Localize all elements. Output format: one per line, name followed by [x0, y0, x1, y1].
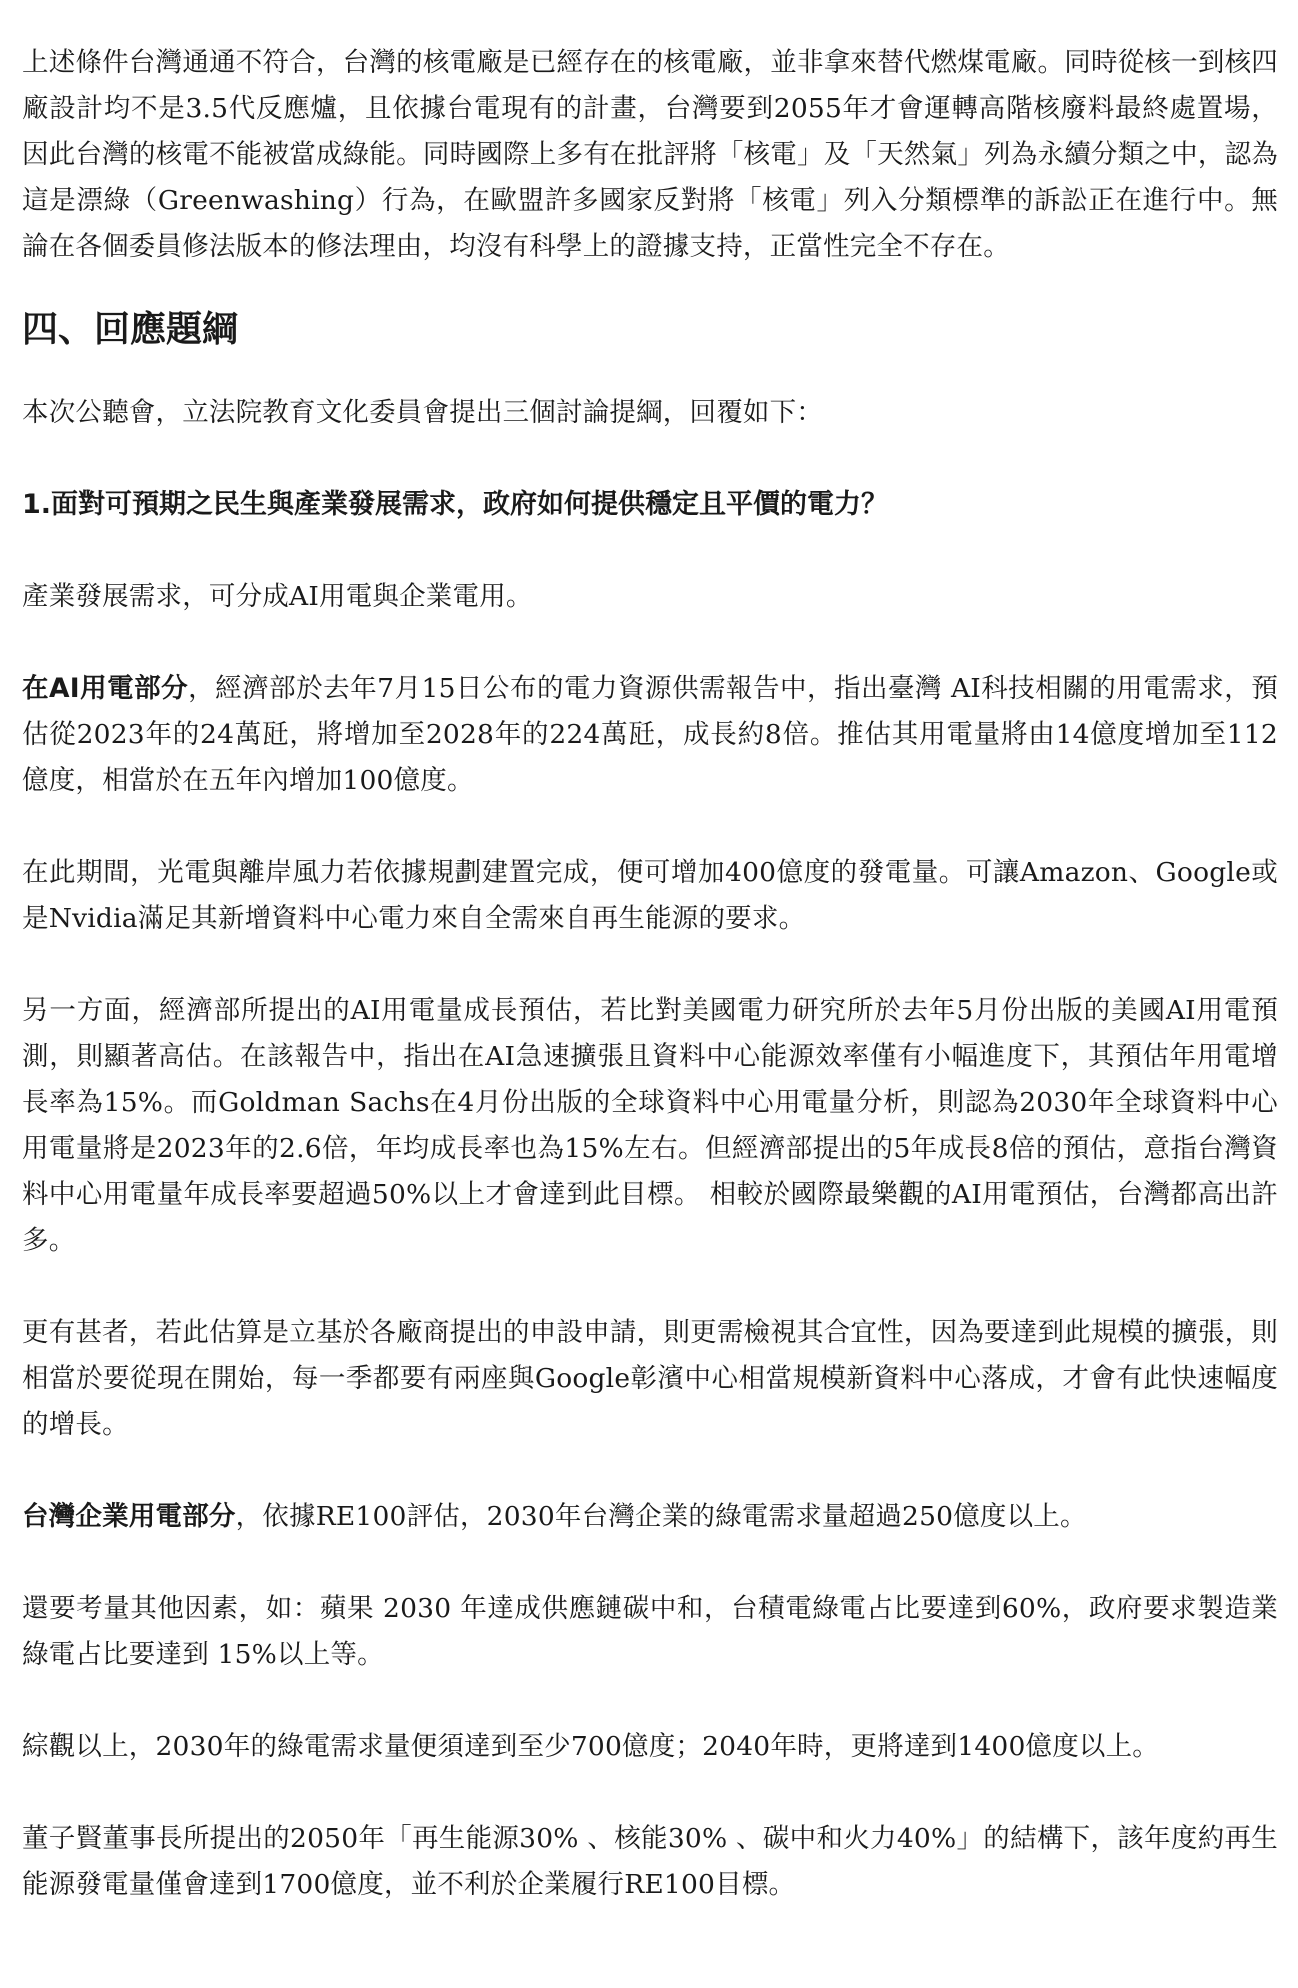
ai-power-lead: 在AI用電部分	[22, 673, 189, 704]
enterprise-power-paragraph	[22, 1494, 1278, 1540]
enterprise-power-text: ，依據RE100評估，2030年台灣企業的綠電需求量超過250億度以上。	[235, 1501, 1087, 1532]
energy-structure-paragraph: 董子賢董事長所提出的2050年「再生能源30% 、核能30% 、碳中和火力40%」的結構下，該年度約再生能源發電量僅會達到1700億度，並不利於企業履行RE100目標。	[22, 1823, 1278, 1900]
document-page	[22, 40, 1278, 1908]
enterprise-power-lead: 台灣企業用電部分	[22, 1501, 236, 1532]
ai-power-paragraph	[22, 666, 1278, 804]
demand-split-paragraph: 產業發展需求，可分成AI用電與企業電用。	[22, 581, 533, 612]
ai-power-text: ，經濟部於去年7月15日公布的電力資源供需報告中，指出臺灣 AI科技相關的用電需求，預估從2023年的24萬瓩，將增加至2028年的224萬瓩，成長約8倍。推估其用電量將由14億度增加至112億度，相當於在五年內增加100億度。	[22, 673, 1278, 796]
summary-paragraph: 綜觀以上，2030年的綠電需求量便須達到至少700億度；2040年時，更將達到1400億度以上。	[22, 1731, 1160, 1762]
hearing-intro-paragraph: 本次公聽會，立法院教育文化委員會提出三個討論提綱，回覆如下：	[22, 397, 823, 428]
solar-wind-paragraph: 在此期間，光電與離岸風力若依據規劃建置完成，便可增加400億度的發電量。可讓Amazon、Google或是Nvidia滿足其新增資料中心電力來自全需來自再生能源的要求。	[22, 857, 1278, 934]
question-1-heading: 1.面對可預期之民生與產業發展需求，政府如何提供穩定且平價的電力？	[22, 489, 889, 520]
expansion-paragraph: 更有甚者，若此估算是立基於各廠商提出的申設申請，則更需檢視其合宜性，因為要達到此規模的擴張，則相當於要從現在開始，每一季都要有兩座與Google彰濱中心相當規模新資料中心落成，才會有此快速幅度的增長。	[22, 1317, 1278, 1440]
other-factors-paragraph: 還要考量其他因素，如：蘋果 2030 年達成供應鏈碳中和，台積電綠電占比要達到60%，政府要求製造業綠電占比要達到 15%以上等。	[22, 1593, 1278, 1670]
section-heading: 四、回應題綱	[22, 309, 239, 350]
comparison-paragraph: 另一方面，經濟部所提出的AI用電量成長預估，若比對美國電力研究所於去年5月份出版的美國AI用電預測，則顯著高估。在該報告中，指出在AI急速擴張且資料中心能源效率僅有小幅進度下，其預估年用電增長率為15%。而Goldman Sachs在4月份出版的全球資料中心用電量分析，則認為2030年全球資料中心用電量將是2023年的2.6倍，年均成長率也為15%左右。但經濟部提出的5年成長8倍的預估，意指台灣資料中心用電量年成長率要超過50%以上才會達到此目標。 相較於國際最樂觀的AI用電預估，台灣都高出許多。	[22, 995, 1278, 1256]
intro-paragraph: 上述條件台灣通通不符合，台灣的核電廠是已經存在的核電廠，並非拿來替代燃煤電廠。同時從核一到核四廠設計均不是3.5代反應爐，且依據台電現有的計畫，台灣要到2055年才會運轉高階核廢料最終處置場，因此台灣的核電不能被當成綠能。同時國際上多有在批評將「核電」及「天然氣」列為永續分類之中，認為這是漂綠（Greenwashing）行為，在歐盟許多國家反對將「核電」列入分類標準的訴訟正在進行中。無論在各個委員修法版本的修法理由，均沒有科學上的證據支持，正當性完全不存在。	[22, 47, 1278, 262]
